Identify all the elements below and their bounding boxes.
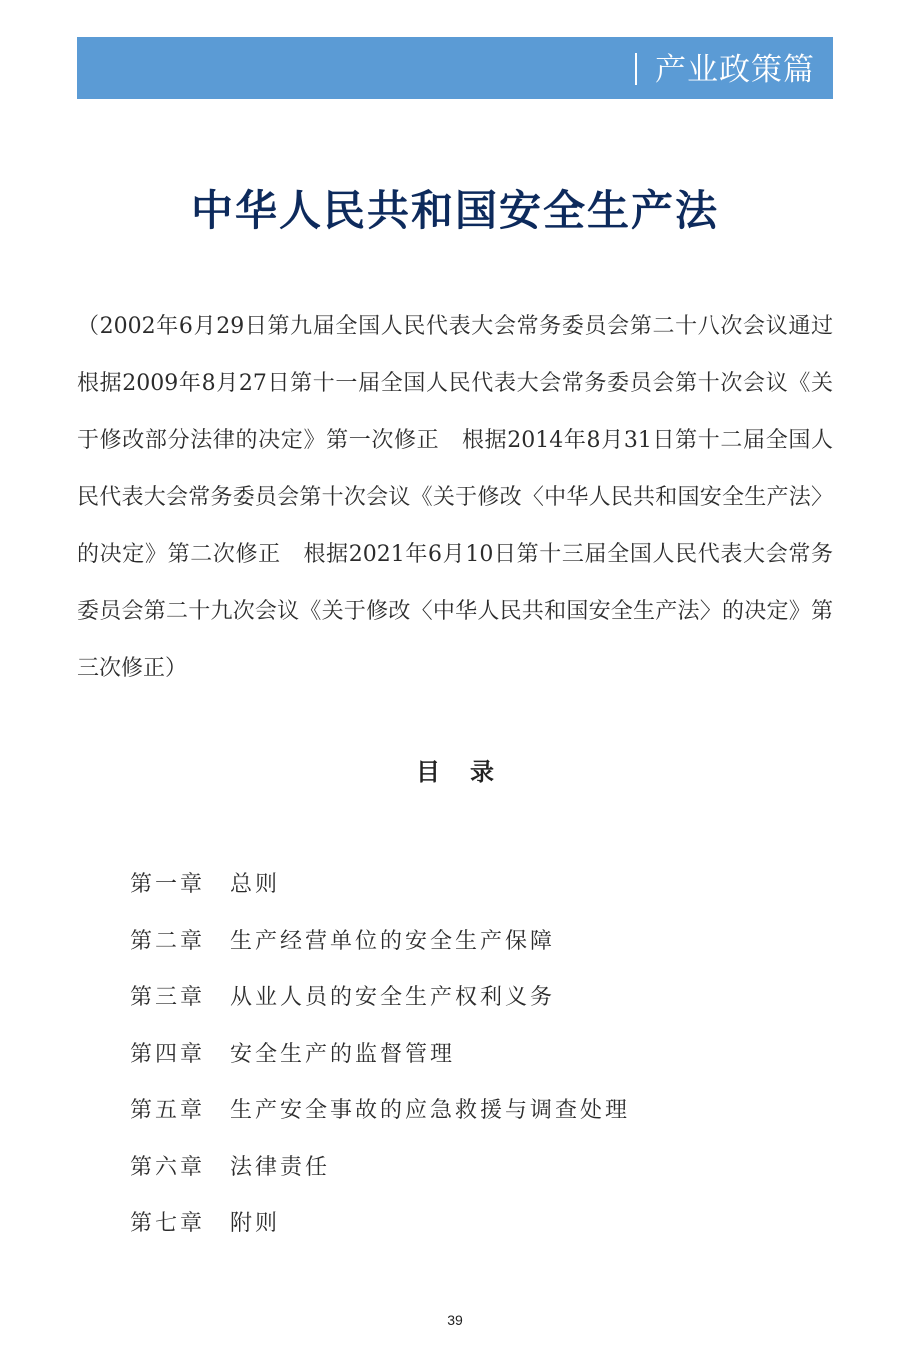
- document-title: 中华人民共和国安全生产法: [190, 186, 719, 235]
- chapter-number: 第四章: [130, 1041, 206, 1067]
- toc-item[interactable]: [130, 1203, 630, 1260]
- toc-item[interactable]: [130, 864, 630, 921]
- section-title: 产业政策篇: [655, 52, 815, 88]
- chapter-number: 第三章: [130, 985, 206, 1010]
- chapter-number: 第七章: [130, 1211, 206, 1236]
- chapter-name: 从业人员的安全生产权利义务: [230, 985, 556, 1010]
- toc-item[interactable]: [130, 977, 630, 1034]
- table-of-contents: [130, 864, 630, 1260]
- chapter-number: 第五章: [130, 1098, 206, 1123]
- chapter-name: 生产安全事故的应急救援与调查处理: [230, 1098, 631, 1123]
- toc-item[interactable]: [130, 1034, 630, 1091]
- toc-item[interactable]: [130, 1090, 630, 1147]
- chapter-number: 第一章: [130, 872, 206, 897]
- header-banner: [77, 37, 833, 99]
- toc-item[interactable]: [130, 1147, 630, 1204]
- toc-item[interactable]: [130, 921, 630, 978]
- chapter-name: 安全生产的监督管理: [230, 1041, 456, 1067]
- chapter-number: 第二章: [130, 928, 206, 954]
- chapter-name: 生产经营单位的安全生产保障: [230, 928, 556, 954]
- page-number: 39: [447, 1312, 463, 1328]
- chapter-number: 第六章: [130, 1154, 206, 1180]
- chapter-name: 法律责任: [230, 1154, 331, 1180]
- chapter-name: 总则: [230, 872, 281, 897]
- section-label: [635, 37, 815, 99]
- toc-heading: 目录: [416, 758, 524, 786]
- divider-bar: [635, 53, 637, 85]
- document-preamble: （2002年6月29日第九届全国人民代表大会常务委员会第二十八次会议通过 根据2009年8月27日第十一届全国人民代表大会常务委员会第十次会议《关于修改部分法律的决定》第一次修正 根据2014年8月31日第十二届全国人民代表大会常务委员会第十次会议《关于修改〈中华人民共和国安全生产法〉的决定》第二次修正 根据2021年6月10日第十三届全国人民代表大会常务委员会第二十九次会议《关于修改〈中华人民共和国安全生产法〉的决定》第三次修正）: [77, 314, 856, 681]
- chapter-name: 附则: [230, 1211, 281, 1236]
